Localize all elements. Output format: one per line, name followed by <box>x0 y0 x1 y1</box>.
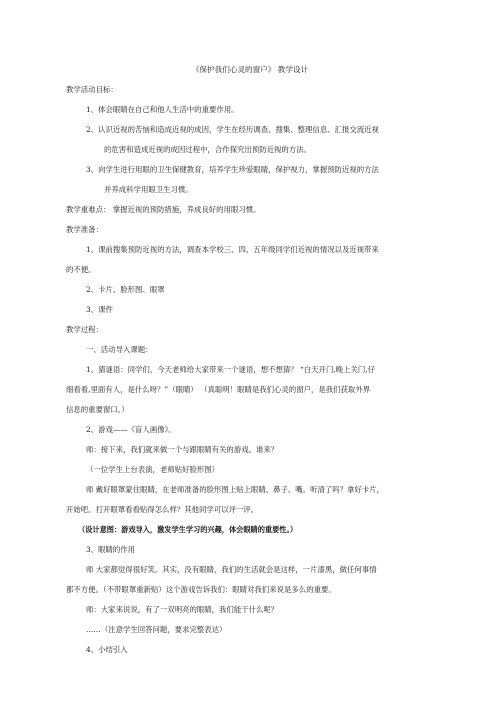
game-heading: 2、游戏——《盲人画像》。 <box>86 425 176 434</box>
riddle-line-3: 信息的重要窗口。） <box>66 405 129 414</box>
step-4-heading: 4、小结引入 <box>86 645 128 654</box>
teacher-line-3a: 师 大家都觉得很好笑。其实，没有眼睛，我们的生活就会是这样，一片漆黑，做任何事情 <box>86 565 377 574</box>
goal-1: 1、体会眼睛在自己和他人生活中的重要作用。 <box>86 105 239 114</box>
goal-2-line-1: 2、认识近视的苦恼和造成近视的成因，学生在经历调查、搜集、整理信息、汇报交流近视 <box>86 125 379 134</box>
teacher-line-3b: 都不方便。（不带眼罩重新贴）这个游戏告诉我们：眼睛对我们来说是多么的重要。 <box>66 585 336 594</box>
prep-1-line-2: 的不便。 <box>66 265 96 274</box>
goal-3-line-1: 3、向学生进行用眼的卫生保健教育，培养学生珍爱眼睛，保护视力，掌握预防近视的方法 <box>86 165 379 174</box>
teacher-line-4: 师：大家来说说，有了一双明亮的眼睛，我们能干什么呢？ <box>86 605 279 614</box>
goal-2-line-2: 的危害和造成近视的成因过程中，合作探究出预防近视的方法。 <box>104 145 311 154</box>
teacher-line-1: 师：接下来，我们就来做一个与跟眼睛有关的游戏。谁来？ <box>86 445 279 454</box>
prep-3: 3、课件 <box>86 305 113 314</box>
document-title: 《保护我们心灵的窗户》 教学设计 <box>191 65 309 74</box>
goals-heading: 教学活动目标： <box>66 85 118 94</box>
step-3-heading: 3、眼睛的作用 <box>86 545 136 554</box>
student-action: （一位学生上台表演，老师贴好脸形图） <box>86 465 220 474</box>
answer-note: ……（注意学生回答问题，要求完整表达） <box>86 625 227 634</box>
goal-3-line-2: 并养成科学用眼卫生习惯。 <box>104 185 193 194</box>
prep-1-line-1: 1、课前搜集预防近视的方法，调查本学校三、四、五年级同学们近视的情况以及近视带来 <box>86 245 379 254</box>
prep-heading: 教学准备： <box>66 225 103 234</box>
process-heading: 教学过程： <box>66 325 103 334</box>
teacher-line-2b: 开始吧。打开眼罩看看贴得怎么样？其他同学可以评一评。 <box>66 505 259 514</box>
prep-2: 2、卡片、脸形图、眼罩 <box>86 285 165 294</box>
design-intent: （设计意图：游戏导入，激发学生学习的兴趣，体会眼睛的重要性。） <box>78 525 298 534</box>
key-points: 教学重难点： 掌握近视的预防措施，养成良好的用眼习惯。 <box>66 205 261 214</box>
riddle-line-2: 细看看,里面有人，是什么呀？”（眼睛） （真聪明！眼睛是我们心灵的窗户，是我们获取外界 <box>66 385 371 394</box>
teacher-line-2a: 师 戴好眼罩蒙住眼睛，在老师准备的脸形图上贴上眼睛、鼻子、嘴。听清了吗？拿好卡片， <box>86 485 384 494</box>
step-1-heading: 一、活动导入课题： <box>86 345 153 354</box>
riddle-line-1: 1、猜谜语：同学们，今天老师给大家带来一个谜语，想不想猜？ “白天开门,晚上关门,仔 <box>86 365 375 374</box>
